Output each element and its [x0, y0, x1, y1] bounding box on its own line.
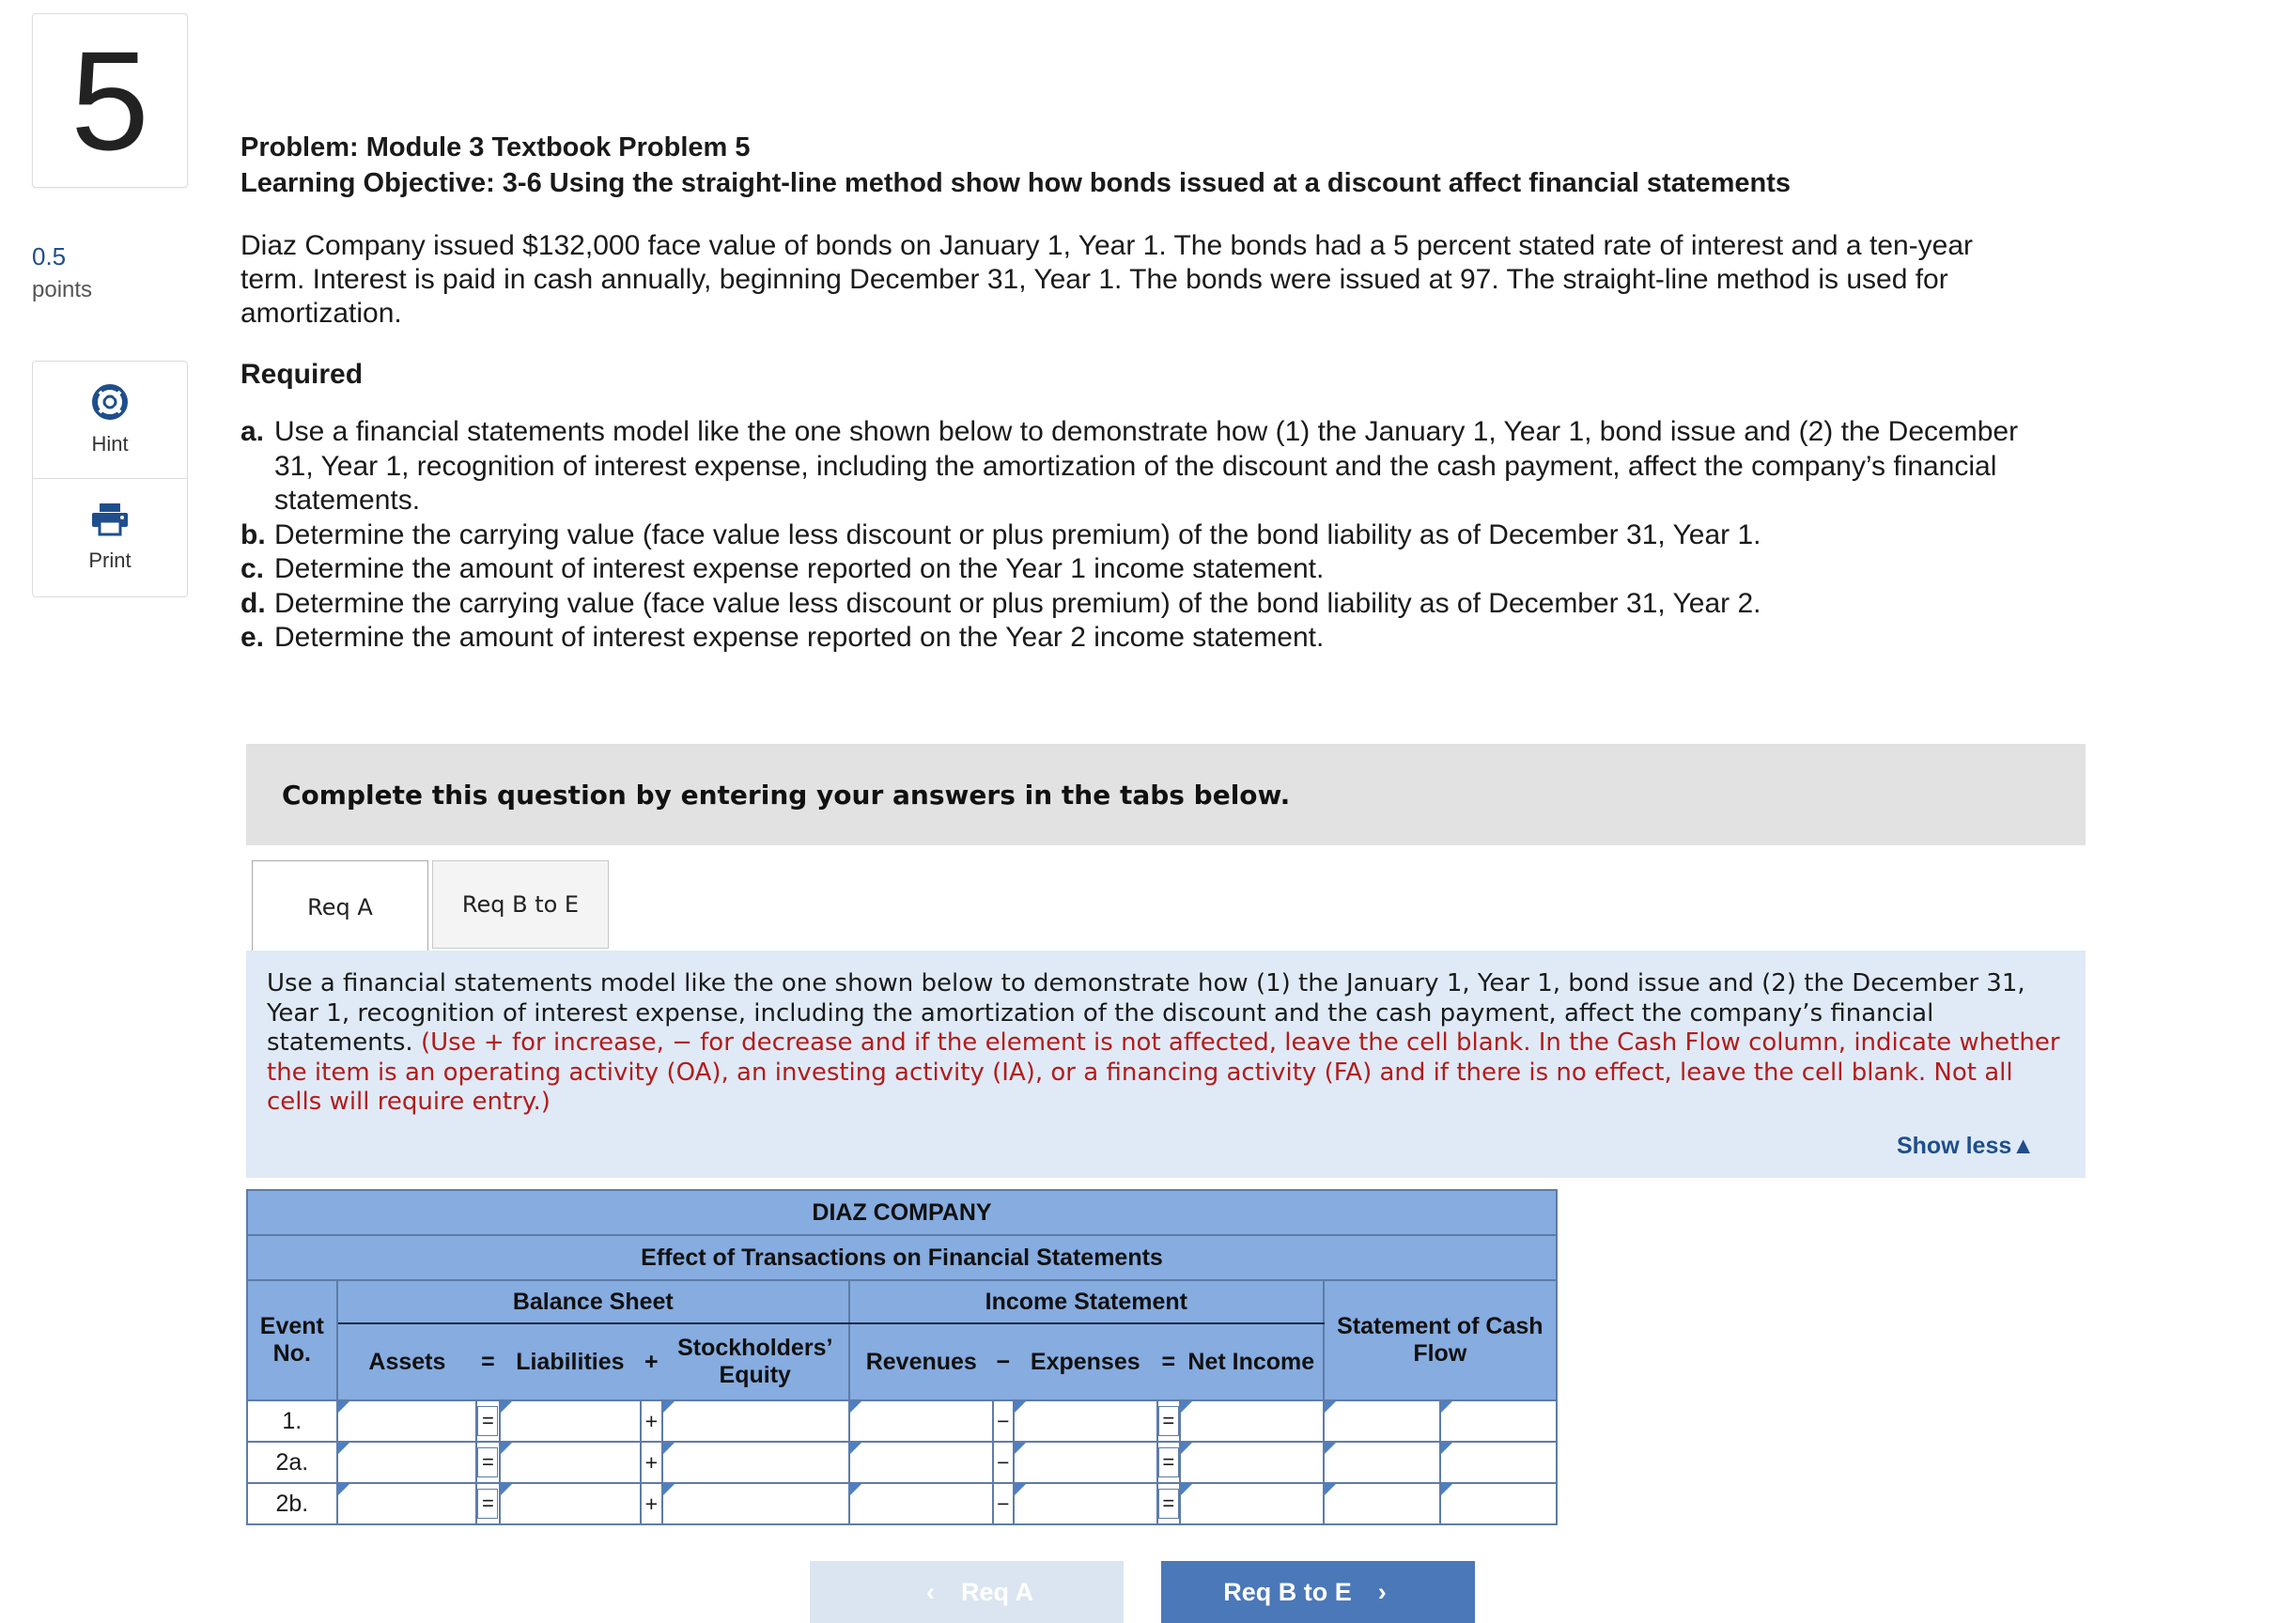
- financial-statements-table: [246, 1189, 1558, 1525]
- liabilities-header: Liabilities: [500, 1323, 642, 1400]
- tab-instructions: [246, 951, 2086, 1178]
- cash-flow-activity-input[interactable]: [1440, 1442, 1557, 1483]
- table-subtitle: Effect of Transactions on Financial Statements: [247, 1235, 1557, 1280]
- cash-flow-activity-input[interactable]: [1440, 1483, 1557, 1524]
- equals-sign: =: [477, 1489, 498, 1519]
- liabilities-input[interactable]: [500, 1400, 642, 1442]
- equals-sign: =: [1158, 1489, 1179, 1519]
- required-heading: Required: [240, 359, 364, 390]
- net-income-input[interactable]: [1180, 1442, 1324, 1483]
- event-no-header: Event No.: [247, 1280, 337, 1400]
- prev-tab-label: Req A: [960, 1577, 1033, 1606]
- print-label: Print: [88, 548, 132, 572]
- company-name: DIAZ COMPANY: [247, 1190, 1557, 1235]
- learning-objective: Learning Objective: 3-6 Using the straight-line method show how bonds issued at a discount affect financial statements: [240, 168, 1792, 198]
- table-row: [247, 1442, 1557, 1483]
- lifebuoy-icon: [92, 384, 128, 425]
- income-statement-header: Income Statement: [849, 1280, 1324, 1323]
- requirements-list: [240, 415, 2025, 656]
- requirement-e: e. Determine the amount of interest expense reported on the Year 2 income statement.: [240, 622, 1325, 653]
- equity-header: Stockholders’ Equity: [662, 1323, 849, 1400]
- instructions-main: Use a financial statements model like the one shown below to demonstrate how (1) the January 1, Year 1, bond issue and (2) the December 31, Year 1, recognition of interest expense, including the amortization of the discount and the cash payment, affect the company’s financial statements.: [267, 969, 2025, 1057]
- chevron-right-icon: ›: [1377, 1577, 1387, 1606]
- plus-header: +: [641, 1323, 661, 1400]
- hint-button[interactable]: [33, 362, 187, 478]
- points-label: points: [32, 277, 93, 302]
- equals-sign: =: [1158, 1447, 1179, 1477]
- equity-input[interactable]: [662, 1442, 849, 1483]
- instruction-banner: [246, 744, 2086, 845]
- next-tab-button[interactable]: [1161, 1561, 1475, 1623]
- liabilities-input[interactable]: [500, 1442, 642, 1483]
- equals-sign: =: [1158, 1406, 1179, 1436]
- cash-flow-activity-input[interactable]: [1440, 1400, 1557, 1442]
- minus-sign: −: [993, 1400, 1014, 1442]
- cash-flow-amount-input[interactable]: [1324, 1483, 1440, 1524]
- equals-header: =: [476, 1323, 499, 1400]
- cash-flow-header: Statement of Cash Flow: [1324, 1280, 1557, 1400]
- event-label: 2a.: [247, 1442, 337, 1483]
- net-income-header: Net Income: [1180, 1323, 1324, 1400]
- show-less-link[interactable]: Show less▲: [1896, 1132, 2035, 1159]
- revenues-input[interactable]: [849, 1483, 993, 1524]
- assets-input[interactable]: [337, 1483, 477, 1524]
- assets-input[interactable]: [337, 1400, 477, 1442]
- plus-sign: +: [641, 1442, 661, 1483]
- equals-header: =: [1157, 1323, 1180, 1400]
- banner-text: Complete this question by entering your answers in the tabs below.: [282, 779, 1291, 811]
- prev-tab-button[interactable]: [810, 1561, 1124, 1623]
- net-income-input[interactable]: [1180, 1483, 1324, 1524]
- tab-bar: [246, 857, 2086, 952]
- question-number: 5: [32, 13, 188, 188]
- cash-flow-amount-input[interactable]: [1324, 1400, 1440, 1442]
- minus-sign: −: [993, 1442, 1014, 1483]
- problem-intro: Diaz Company issued $132,000 face value of bonds on January 1, Year 1. The bonds had a 5 percent stated rate of interest and a ten-year term. Interest is paid in cash annually, beginning December 31, Year 1. The bonds were issued at 97. The straight-line method is used for amortization.: [240, 230, 1974, 329]
- requirement-a: a. Use a financial statements model like the one shown below to demonstrate how (1) the January 1, Year 1, bond issue and (2) the December 31, Year 1, recognition of interest expense, including the amortization of the discount and the cash payment, affect the company’s financial statements.: [240, 416, 2019, 516]
- expenses-input[interactable]: [1014, 1442, 1157, 1483]
- event-label: 1.: [247, 1400, 337, 1442]
- points-info: [32, 242, 92, 303]
- requirement-c: c. Determine the amount of interest expense reported on the Year 1 income statement.: [240, 553, 1325, 584]
- table-row: [247, 1483, 1557, 1524]
- printer-icon: [91, 502, 129, 541]
- tab-req-a[interactable]: Req A: [252, 860, 428, 952]
- print-button[interactable]: [33, 478, 187, 595]
- equals-sign: =: [477, 1447, 498, 1477]
- next-tab-label: Req B to E: [1223, 1577, 1352, 1606]
- requirement-b: b. Determine the carrying value (face value less discount or plus premium) of the bond liability as of December 31, Year 1.: [240, 518, 1761, 550]
- problem-content: [240, 130, 2025, 656]
- plus-sign: +: [641, 1483, 661, 1524]
- equity-input[interactable]: [662, 1400, 849, 1442]
- net-income-input[interactable]: [1180, 1400, 1324, 1442]
- instructions-note: (Use + for increase, − for decrease and if the element is not affected, leave the cell blank. In the Cash Flow column, indicate whether the item is an operating activity (OA), an investing activity (IA), or a financing activity (FA) and if there is no effect, leave the cell blank. Not all cells will require entry.): [267, 1028, 2060, 1116]
- hint-label: Hint: [91, 431, 129, 456]
- balance-sheet-header: Balance Sheet: [337, 1280, 849, 1323]
- assets-input[interactable]: [337, 1442, 477, 1483]
- assets-header: Assets: [337, 1323, 477, 1400]
- expenses-input[interactable]: [1014, 1483, 1157, 1524]
- cash-flow-amount-input[interactable]: [1324, 1442, 1440, 1483]
- expenses-header: Expenses: [1014, 1323, 1157, 1400]
- tab-req-b-to-e[interactable]: Req B to E: [432, 860, 609, 949]
- minus-header: −: [993, 1323, 1014, 1400]
- expenses-input[interactable]: [1014, 1400, 1157, 1442]
- requirement-d: d. Determine the carrying value (face value less discount or plus premium) of the bond liability as of December 31, Year 2.: [240, 587, 1761, 619]
- revenues-input[interactable]: [849, 1400, 993, 1442]
- liabilities-input[interactable]: [500, 1483, 642, 1524]
- event-label: 2b.: [247, 1483, 337, 1524]
- revenues-header: Revenues: [849, 1323, 993, 1400]
- tools-panel: [32, 361, 188, 597]
- equals-sign: =: [477, 1406, 498, 1436]
- problem-title: Problem: Module 3 Textbook Problem 5: [240, 132, 751, 162]
- revenues-input[interactable]: [849, 1442, 993, 1483]
- plus-sign: +: [641, 1400, 661, 1442]
- points-value: 0.5: [32, 242, 67, 270]
- minus-sign: −: [993, 1483, 1014, 1524]
- chevron-left-icon: ‹: [925, 1577, 935, 1606]
- table-row: [247, 1400, 1557, 1442]
- equity-input[interactable]: [662, 1483, 849, 1524]
